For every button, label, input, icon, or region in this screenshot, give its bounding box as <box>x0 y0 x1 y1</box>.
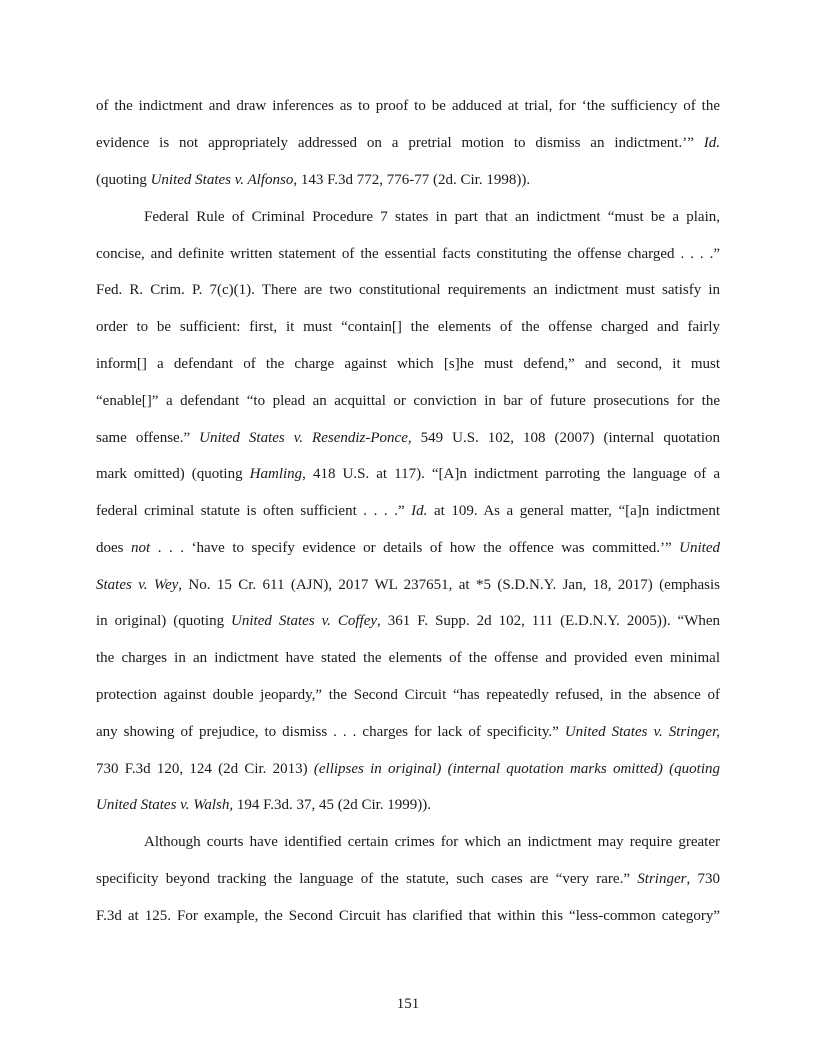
text-run: United States v. Walsh, <box>96 797 234 813</box>
text-run: . . . ‘have to specify evidence or details of how the offence was committed.’” <box>150 540 680 556</box>
text-run: United <box>679 540 720 556</box>
text-run: States v. Wey <box>96 577 179 593</box>
text-run: order to be sufficient: first, it must “contain[] the elements of the offense charged and fairly <box>96 319 720 335</box>
text-run: at 109. As a general matter, “[a]n indictment <box>427 503 720 519</box>
text-line-4 <box>96 208 720 226</box>
text-run: , 730 <box>686 871 720 887</box>
text-run: , 361 F. Supp. 2d 102, 111 (E.D.N.Y. 2005)). “When <box>377 613 721 629</box>
text-run: federal criminal statute is often sufficient . . . .” <box>96 503 412 519</box>
text-line-22 <box>96 870 720 888</box>
text-line-20 <box>96 796 720 814</box>
text-run: same offense.” <box>96 430 200 446</box>
text-line-11 <box>96 465 720 483</box>
text-line-23 <box>96 907 720 925</box>
text-run: (ellipses in original) (internal quotation marks omitted) (quoting <box>313 761 720 777</box>
text-line-9 <box>96 392 720 410</box>
text-run: in original) (quoting <box>96 613 232 629</box>
text-line-18 <box>96 723 720 741</box>
text-line-12 <box>96 502 720 520</box>
text-run: does <box>96 540 132 556</box>
text-run: inform[] a defendant of the charge against which [s]he must defend,” and second, it must <box>96 356 720 372</box>
text-run: 730 F.3d 120, 124 (2d Cir. 2013) <box>96 761 314 777</box>
text-run: F.3d at 125. For example, the Second Circuit has clarified that within this “less-common category” <box>96 908 720 924</box>
text-run: Although courts have identified certain crimes for which an indictment may require greater <box>144 834 720 850</box>
text-run: Id. <box>411 503 428 519</box>
text-line-16 <box>96 649 720 667</box>
text-run: , 549 U.S. 102, 108 (2007) (internal quotation <box>407 430 720 446</box>
text-run: (quoting <box>96 172 151 188</box>
text-line-7 <box>96 318 720 336</box>
text-line-3 <box>96 171 720 189</box>
text-run: United States v. Resendiz-Ponce <box>199 430 408 446</box>
text-run: not <box>131 540 151 556</box>
text-line-10 <box>96 429 720 447</box>
text-run: mark omitted) (quoting <box>96 466 250 482</box>
text-run: Id. <box>703 135 720 151</box>
text-run: any showing of prejudice, to dismiss . . . charges for lack of specificity.” <box>96 724 565 740</box>
text-run: United States v. Coffey <box>231 613 378 629</box>
text-run: , No. 15 Cr. 611 (AJN), 2017 WL 237651, at *5 (S.D.N.Y. Jan, 18, 2017) (emphasis <box>178 577 720 593</box>
text-line-21 <box>96 833 720 851</box>
text-line-14 <box>96 576 720 594</box>
text-line-6 <box>96 281 720 299</box>
text-line-17 <box>96 686 720 704</box>
text-line-8 <box>96 355 720 373</box>
text-run: United States v. Alfonso <box>150 172 294 188</box>
text-line-13 <box>96 539 720 557</box>
text-line-5 <box>96 245 720 263</box>
text-run: Fed. R. Crim. P. 7(c)(1). There are two constitutional requirements an indictment must satisfy in <box>96 282 720 298</box>
text-run: Stringer <box>637 871 687 887</box>
text-run: , 143 F.3d 772, 776-77 (2d. Cir. 1998)). <box>293 172 531 188</box>
text-run: United States v. Stringer, <box>564 724 720 740</box>
text-run: 194 F.3d. 37, 45 (2d Cir. 1999)). <box>233 797 432 813</box>
text-run: of the indictment and draw inferences as to proof to be adduced at trial, for ‘the sufficiency of the <box>96 98 720 114</box>
text-run: evidence is not appropriately addressed on a pretrial motion to dismiss an indictment.’” <box>96 135 704 151</box>
text-run: Federal Rule of Criminal Procedure 7 states in part that an indictment “must be a plain, <box>144 209 720 225</box>
text-run: , 418 U.S. at 117). “[A]n indictment parroting the language of a <box>302 466 720 482</box>
text-line-19 <box>96 760 720 778</box>
text-run: Hamling <box>249 466 303 482</box>
text-line-2 <box>96 134 720 152</box>
text-run: the charges in an indictment have stated the elements of the offense and provided even minimal <box>96 650 720 666</box>
text-run: “enable[]” a defendant “to plead an acquittal or conviction in bar of future prosecutions for the <box>96 393 720 409</box>
text-line-15 <box>96 612 720 630</box>
text-run: specificity beyond tracking the language of the statute, such cases are “very rare.” <box>96 871 638 887</box>
page-number: 151 <box>396 996 420 1012</box>
text-run: protection against double jeopardy,” the Second Circuit “has repeatedly refused, in the absence of <box>96 687 720 703</box>
text-run: concise, and definite written statement of the essential facts constituting the offense charged . . . .” <box>96 246 720 262</box>
text-line-1 <box>96 97 720 115</box>
